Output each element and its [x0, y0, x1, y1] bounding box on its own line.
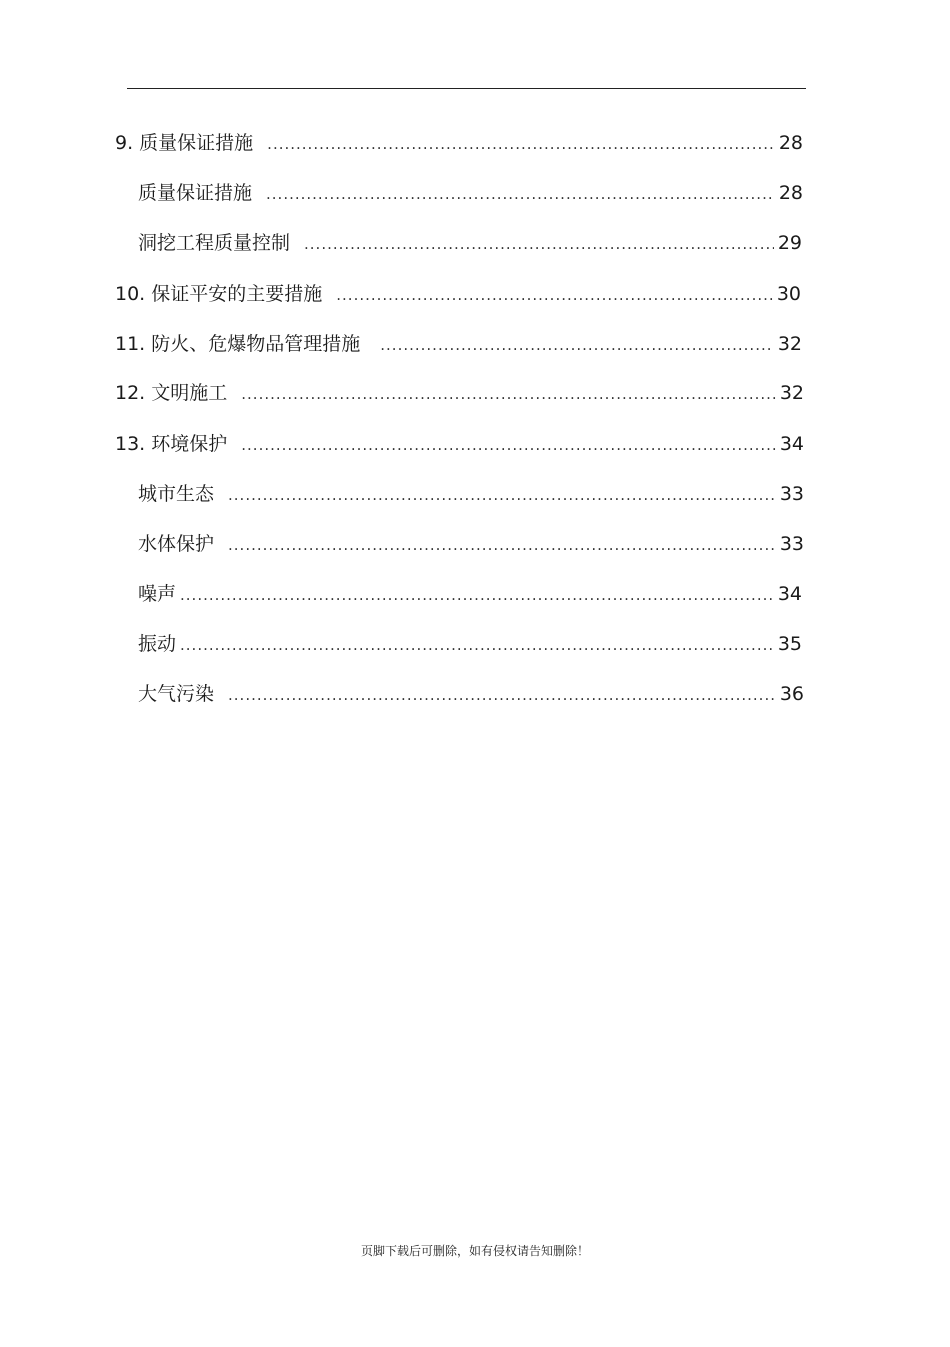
dot-leader — [180, 582, 774, 608]
dot-leader — [228, 532, 776, 558]
toc-entry-page: 28 — [778, 132, 803, 154]
toc-entry-page: 33 — [779, 533, 804, 555]
toc-entry-page: 32 — [777, 333, 802, 355]
dot-leader — [267, 131, 775, 157]
dot-leader — [336, 282, 773, 308]
toc-entry[interactable] — [115, 380, 804, 406]
toc-entry-page: 28 — [778, 182, 803, 204]
toc-entry-label: 水体保护 — [138, 533, 215, 555]
toc-entry-label: 洞挖工程质量控制 — [138, 232, 291, 254]
toc-entry[interactable] — [115, 130, 803, 156]
dot-leader — [266, 181, 775, 207]
dot-leader — [228, 482, 776, 508]
toc-entry[interactable] — [115, 281, 801, 307]
toc-entry[interactable] — [115, 431, 804, 457]
toc-entry[interactable] — [138, 631, 802, 657]
toc-entry-label: 9. 质量保证措施 — [115, 132, 254, 154]
dot-leader — [241, 432, 776, 458]
toc-entry-page: 34 — [777, 583, 802, 605]
toc-entry-label: 振动 — [138, 633, 177, 655]
toc-entry[interactable] — [138, 681, 804, 707]
dot-leader — [228, 682, 776, 708]
toc-entry[interactable] — [115, 331, 802, 357]
toc-entry-label: 13. 环境保护 — [115, 433, 228, 455]
dot-leader — [380, 332, 774, 358]
toc-entry[interactable] — [138, 230, 802, 256]
footer-note: 页脚下载后可删除，如有侵权请告知删除！ — [360, 1244, 589, 1258]
toc-entry-label: 10. 保证平安的主要措施 — [115, 283, 323, 305]
toc-entry-label: 11. 防火、危爆物品管理措施 — [115, 333, 361, 355]
toc-entry-label: 大气污染 — [138, 683, 215, 705]
toc-entry-page: 36 — [779, 683, 804, 705]
header-rule — [127, 88, 806, 89]
dot-leader — [180, 632, 774, 658]
toc-entry[interactable] — [138, 180, 803, 206]
toc-entry-label: 噪声 — [138, 583, 177, 605]
toc-entry[interactable] — [138, 581, 802, 607]
toc-entry-page: 32 — [779, 382, 804, 404]
toc-entry-page: 35 — [777, 633, 802, 655]
toc-entry-label: 12. 文明施工 — [115, 382, 228, 404]
toc-entry-page: 34 — [779, 433, 804, 455]
toc-entry-label: 质量保证措施 — [138, 182, 253, 204]
toc-entry-page: 29 — [777, 232, 802, 254]
toc-entry-page: 33 — [779, 483, 804, 505]
toc-entry[interactable] — [138, 481, 804, 507]
toc-entry-label: 城市生态 — [138, 483, 215, 505]
toc-entry-page: 30 — [776, 283, 801, 305]
toc-entry[interactable] — [138, 531, 804, 557]
dot-leader — [304, 231, 774, 257]
dot-leader — [241, 381, 776, 407]
